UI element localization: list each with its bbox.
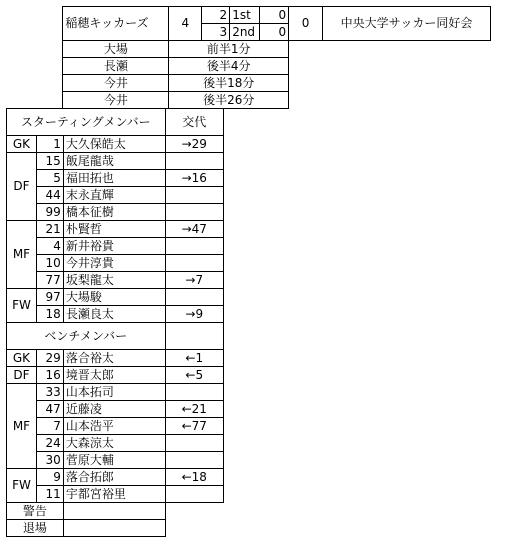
goal-scorer: 今井 xyxy=(63,75,169,92)
corner-blank xyxy=(6,24,63,41)
position-fw: FW xyxy=(7,289,37,323)
player-name: 朴賢哲 xyxy=(63,221,165,238)
home-score: 4 xyxy=(169,7,202,41)
position-mf: MF xyxy=(7,221,37,289)
goal-scorer: 大場 xyxy=(63,41,169,58)
player-name: 末永直輝 xyxy=(63,187,165,204)
position-gk: GK xyxy=(7,136,37,153)
player-number: 97 xyxy=(36,289,63,306)
position-df: DF xyxy=(7,367,37,384)
player-name: 新井裕貴 xyxy=(63,238,165,255)
substitution: →29 xyxy=(165,136,223,153)
player-name: 境晋太郎 xyxy=(63,367,165,384)
away-team: 中央大学サッカー同好会 xyxy=(323,7,491,41)
player-name: 落合拓郎 xyxy=(63,469,165,486)
player-number: 4 xyxy=(36,238,63,255)
player-name: 橋本征樹 xyxy=(63,204,165,221)
substitution: →47 xyxy=(165,221,223,238)
score-table xyxy=(6,6,491,109)
position-gk: GK xyxy=(7,350,37,367)
player-name: 山本浩平 xyxy=(63,418,165,435)
player-number: 30 xyxy=(36,452,63,469)
player-name: 近藤凌 xyxy=(63,401,165,418)
goal-scorer: 長瀬 xyxy=(63,58,169,75)
goal-time: 前半1分 xyxy=(169,41,289,58)
warning-label: 警告 xyxy=(7,503,64,520)
player-name: 長瀬良太 xyxy=(63,306,165,323)
player-number: 77 xyxy=(36,272,63,289)
sub-header: 交代 xyxy=(165,109,223,136)
substitution: ←1 xyxy=(165,350,223,367)
player-name: 飯尾龍哉 xyxy=(63,153,165,170)
starting-header: スターティングメンバー xyxy=(7,109,166,136)
player-number: 24 xyxy=(36,435,63,452)
player-name: 山本拓司 xyxy=(63,384,165,401)
player-number: 18 xyxy=(36,306,63,323)
lineup-table xyxy=(6,108,224,537)
player-name: 宇都宮裕里 xyxy=(63,486,165,503)
goal-time: 後半18分 xyxy=(169,75,289,92)
home-half2: 3 xyxy=(202,24,230,41)
half2-label: 2nd xyxy=(230,24,260,41)
player-number: 15 xyxy=(36,153,63,170)
goal-scorer: 今井 xyxy=(63,92,169,109)
substitution xyxy=(165,238,223,255)
player-name: 今井淳貴 xyxy=(63,255,165,272)
bench-header: ベンチメンバー xyxy=(7,323,166,350)
player-number: 11 xyxy=(36,486,63,503)
goal-time: 後半26分 xyxy=(169,92,289,109)
substitution: →7 xyxy=(165,272,223,289)
player-number: 99 xyxy=(36,204,63,221)
player-name: 落合裕太 xyxy=(63,350,165,367)
substitution xyxy=(165,486,223,503)
substitution: →9 xyxy=(165,306,223,323)
substitution: ←21 xyxy=(165,401,223,418)
substitution xyxy=(165,384,223,401)
player-number: 16 xyxy=(36,367,63,384)
player-number: 7 xyxy=(36,418,63,435)
substitution xyxy=(165,204,223,221)
player-number: 47 xyxy=(36,401,63,418)
player-number: 29 xyxy=(36,350,63,367)
substitution: ←5 xyxy=(165,367,223,384)
sendoff-label: 退場 xyxy=(7,520,64,537)
player-name: 大森涼太 xyxy=(63,435,165,452)
substitution xyxy=(165,153,223,170)
sendoff-value xyxy=(63,520,165,537)
home-team: 稲穂キッカーズ xyxy=(63,7,169,41)
substitution: ←18 xyxy=(165,469,223,486)
home-half1: 2 xyxy=(202,7,230,24)
player-name: 大場駿 xyxy=(63,289,165,306)
away-half1: 0 xyxy=(260,7,289,24)
position-mf: MF xyxy=(7,384,37,469)
player-number: 1 xyxy=(36,136,63,153)
substitution xyxy=(165,289,223,306)
player-name: 菅原大輔 xyxy=(63,452,165,469)
bench-header-blank xyxy=(165,323,223,350)
away-score: 0 xyxy=(289,7,323,41)
player-number: 5 xyxy=(36,170,63,187)
player-number: 10 xyxy=(36,255,63,272)
away-half2: 0 xyxy=(260,24,289,41)
substitution xyxy=(165,255,223,272)
half1-label: 1st xyxy=(230,7,260,24)
player-number: 21 xyxy=(36,221,63,238)
substitution xyxy=(165,452,223,469)
position-fw: FW xyxy=(7,469,37,503)
substitution xyxy=(165,187,223,204)
player-number: 44 xyxy=(36,187,63,204)
position-df: DF xyxy=(7,153,37,221)
substitution: ←77 xyxy=(165,418,223,435)
warning-value xyxy=(63,503,165,520)
player-number: 33 xyxy=(36,384,63,401)
substitution xyxy=(165,435,223,452)
player-number: 9 xyxy=(36,469,63,486)
corner-blank xyxy=(6,7,63,24)
player-name: 坂梨龍太 xyxy=(63,272,165,289)
goal-time: 後半4分 xyxy=(169,58,289,75)
player-name: 福田拓也 xyxy=(63,170,165,187)
substitution: →16 xyxy=(165,170,223,187)
player-name: 大久保皓太 xyxy=(63,136,165,153)
